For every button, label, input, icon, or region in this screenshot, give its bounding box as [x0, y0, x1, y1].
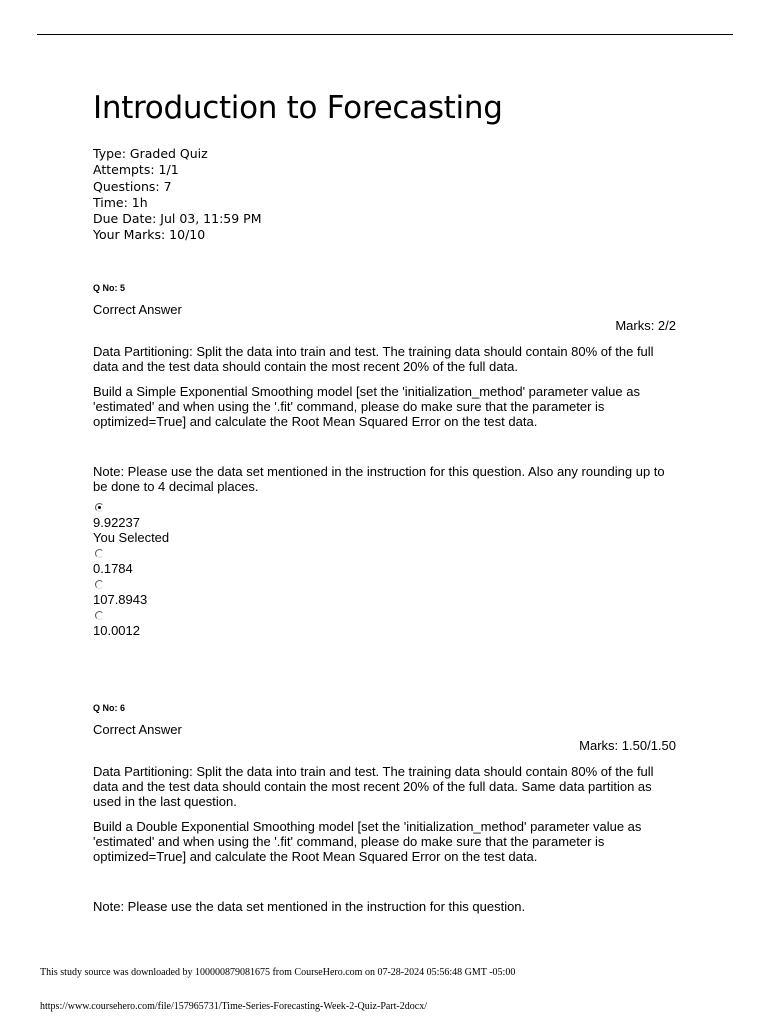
question-number: Q No: 5	[93, 283, 126, 293]
quiz-meta	[93, 146, 676, 244]
radio-checked-icon[interactable]	[95, 503, 104, 512]
question-number: Q No: 6	[93, 703, 126, 713]
footer-url[interactable]: https://www.coursehero.com/file/157965731/Time-Series-Forecasting-Week-2-Quiz-Part-2docx/	[40, 1001, 427, 1012]
top-rule	[37, 34, 733, 35]
selected-label: You Selected	[93, 530, 170, 545]
meta-attempts: Attempts: 1/1	[93, 162, 179, 178]
options-list	[93, 503, 676, 638]
option	[93, 503, 676, 545]
radio-icon[interactable]	[95, 611, 104, 620]
option-value: 0.1784	[93, 561, 133, 576]
page-title: Introduction to Forecasting	[93, 90, 503, 126]
question-marks: Marks: 1.50/1.50	[579, 738, 676, 753]
question-note: Note: Please use the data set mentioned in the instruction for this question. Also any rounding up to be done to 4 decimal places.	[93, 464, 665, 494]
meta-type: Type: Graded Quiz	[93, 146, 208, 161]
meta-your-marks: Your Marks: 10/10	[93, 227, 206, 243]
question-5	[93, 283, 676, 638]
question-note: Note: Please use the data set mentioned in the instruction for this question.	[93, 899, 526, 914]
option-value: 9.92237	[93, 515, 140, 530]
option	[93, 580, 676, 607]
question-marks: Marks: 2/2	[615, 318, 676, 333]
radio-icon[interactable]	[95, 580, 104, 589]
option-value: 107.8943	[93, 592, 148, 607]
option	[93, 549, 676, 576]
quiz-document	[93, 88, 676, 914]
meta-time: Time: 1h	[93, 194, 148, 210]
question-paragraph: Build a Simple Exponential Smoothing model [set the 'initialization_method' parameter value as 'estimated' and when using the '.fit' command, please do make sure that the parameter is optimized=True] and calculate the Root Mean Squared Error on the test data.	[93, 384, 640, 429]
question-paragraph: Data Partitioning: Split the data into train and test. The training data should contain 80% of the full data and the test data should contain the most recent 20% of the full data.	[93, 344, 654, 374]
question-paragraph: Data Partitioning: Split the data into train and test. The training data should contain 80% of the full data and the test data should contain the most recent 20% of the full data. Same data partition as used in the last question.	[93, 764, 654, 809]
radio-icon[interactable]	[95, 549, 104, 558]
option-value: 10.0012	[93, 623, 140, 638]
footer-source: This study source was downloaded by 100000879081675 from CourseHero.com on 07-28-2024 05:56:48 GMT -05:00	[40, 967, 516, 978]
question-6	[93, 703, 676, 914]
option	[93, 611, 676, 638]
meta-questions: Questions: 7	[93, 178, 172, 194]
answer-status: Correct Answer	[93, 302, 182, 317]
answer-status: Correct Answer	[93, 722, 182, 737]
question-paragraph: Build a Double Exponential Smoothing model [set the 'initialization_method' parameter value as 'estimated' and when using the '.fit' command, please do make sure that the parameter is optimized=True] and calculate the Root Mean Squared Error on the test data.	[93, 819, 642, 864]
meta-due-date: Due Date: Jul 03, 11:59 PM	[93, 211, 262, 227]
